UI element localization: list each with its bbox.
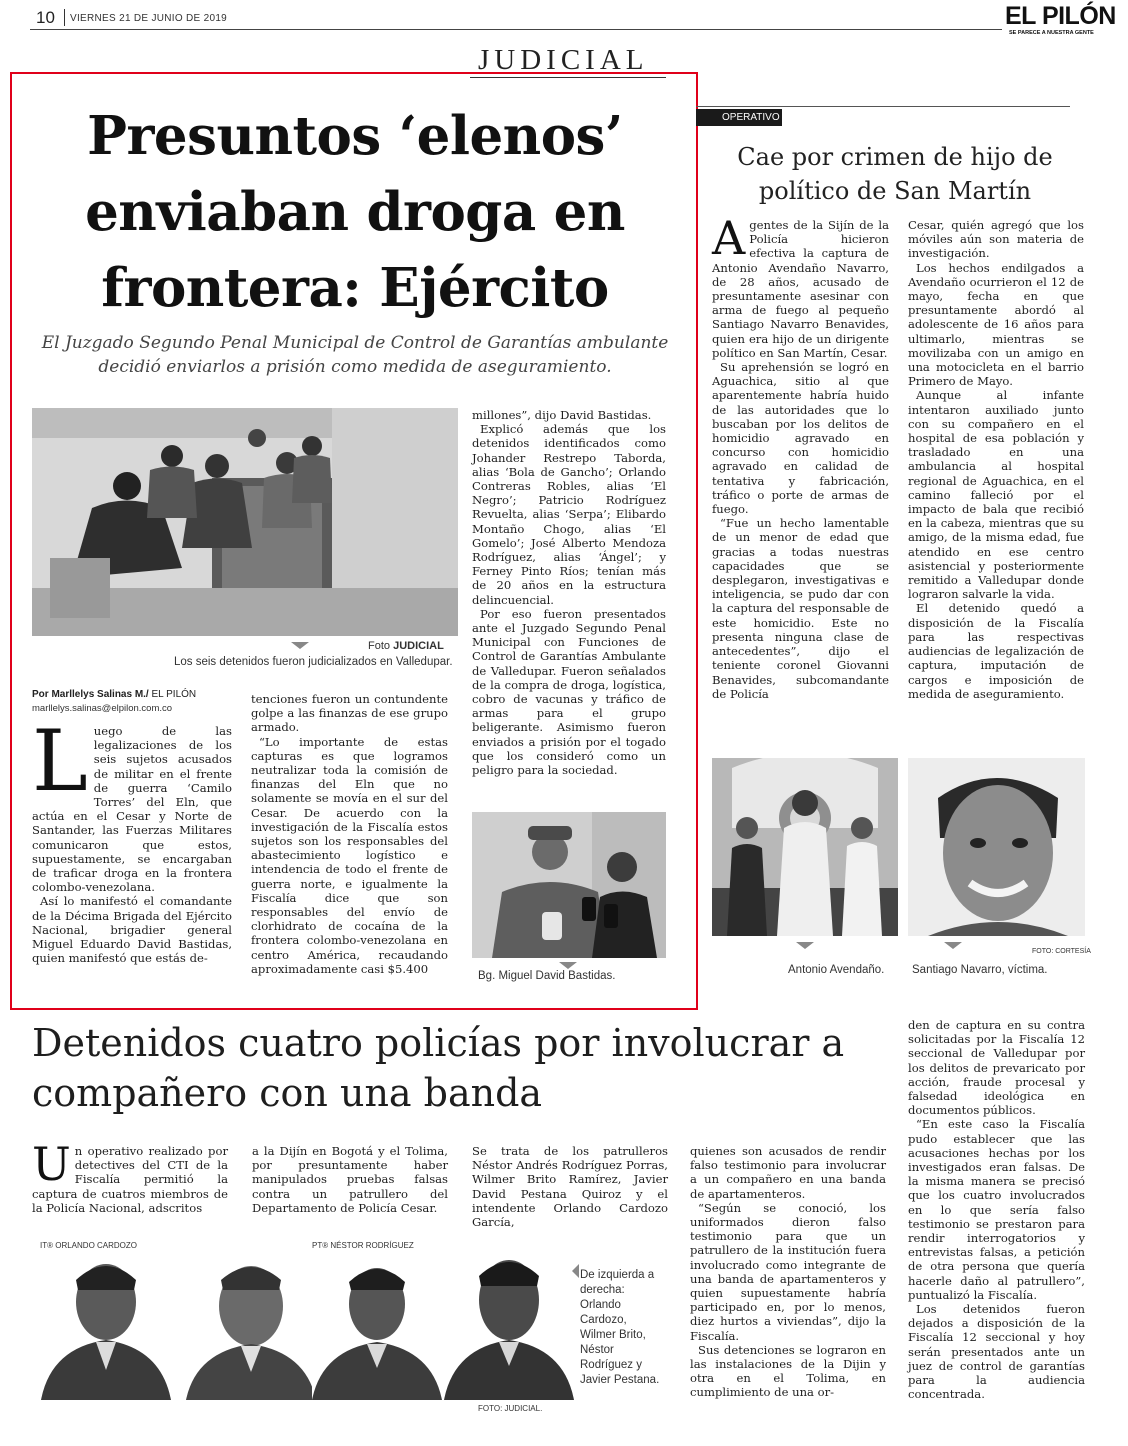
victim-caption: Santiago Navarro, víctima. — [912, 964, 1048, 976]
main-col3-p3: Por eso fueron presentados ante el Juzgado Segundo Penal Municipal con Funciones de Control de Garantías Ambulante de Valledupar. Fueron señalados de la compra de droga, logística, cobro de vacunas y tráfico de armas para el grupo beligerante. Asimismo fueron enviados a prisión por el togado que los consideró como un peligro para la sociedad. — [472, 606, 666, 778]
side-headline: Cae por crimen de hijo de político de San Martín — [737, 143, 1053, 205]
side-column-2 — [908, 218, 1084, 701]
suspect-caption: Antonio Avendaño. — [788, 964, 885, 976]
bottom-column-1 — [32, 1137, 228, 1215]
bottom-col2-p1: a la Dijín en Bogotá y el Tolima, por presuntamente haber manipulados pruebas falsas contra un patrullero del Departamento de Policía Cesar. — [252, 1144, 448, 1215]
dropcap-l: L — [32, 712, 88, 810]
bottom-column-2 — [252, 1144, 448, 1215]
main-col2-p2: “Lo importante de estas capturas es que logramos neutralizar toda la comisión de finanzas del Eln que no solamente se movía en el sur del Cesar. De acuerdo con la investigación de la Fiscalía estos sujetos son los responsables del abastecimiento logístico e intendencia de todo el frente de guerra norte, e igualmente la Fiscalía dice que son responsables del envío de clorhidrato de cocaína de la frontera colombo-venezolana en centro América, recaudando aproximadamente casi $5.400 — [251, 734, 448, 976]
byline-name: Por Marllelys Salinas M./ — [32, 689, 149, 700]
detainees-photo — [32, 408, 458, 636]
side-photo-credit: FOTO: CORTESÍA — [1032, 948, 1091, 955]
portrait-cardozo — [36, 1240, 176, 1400]
bottom-col5-p3: Los detenidos fueron dejados a disposición de la Fiscalía 12 seccional y hoy serán presentados ante un juez de control de garantías para la audiencia concentrada. — [908, 1302, 1085, 1402]
main-col3-p2: Explicó además que los detenidos identificados como Johander Restrepo Taborda, alias ‘Bola de Gancho’; Orlando Contreras Robles, alias ‘El Negro’; Patricio Rodríguez Revuelta, alias ‘Serpa’; Elibardo Montaño Chogo, alias ‘El Gomelo’; José Alberto Mendoza Rodríguez, alias ‘Ángel’; y Ferney Pinto Ríos; tenían más de 20 años en la estructura delincuencial. — [472, 422, 666, 607]
general-photo — [472, 812, 666, 958]
bottom-col5-p1: den de captura en su contra solicitadas por la Fiscalía 12 seccional de Valledupar por los delitos de prevaricato por acción, fraude procesal y falsedad ideológica en documentos públicos. — [908, 1018, 1085, 1118]
caption-pointer — [796, 942, 814, 949]
bottom-col4-p2: “Según se conoció, los uniformados dieron falso testimonio para que un patrullero de la institución fuera involucrado como integrante de una banda de apartamenteros y quien supuestamente habría participado en, por lo menos, diez hurtos a viviendas”, dijo la Fiscalía. — [690, 1200, 886, 1343]
main-column-2 — [251, 692, 448, 976]
bottom-col4-p3: Sus detenciones se lograron en las instalaciones de la Dijin y otra en el Tolima, en cumplimiento de una or- — [690, 1342, 886, 1400]
byline-outlet: EL PILÓN — [148, 689, 197, 700]
main-subhead: El Juzgado Segundo Penal Municipal de Control de Garantías ambulante decidió enviarlos a prisión como medida de aseguramiento. — [41, 333, 669, 377]
byline-email: marllelys.salinas@elpilon.com.co — [32, 703, 173, 714]
caption-pointer — [559, 962, 577, 969]
side-col2-p2: Los hechos endilgados a Avendaño ocurrieron el 12 de mayo, fecha en que presuntamente abordó al adolescente de 16 años para ultimarlo, mientras se movilizaba con un amigo en una motocicleta en el barrio Primero de Mayo. — [908, 260, 1084, 389]
side-col2-p4: El detenido quedó a disposición de la Fiscalía para las respectivas audiencias de legalización de captura, imputación de cargos e imposición de medida de aseguramiento. — [908, 601, 1084, 701]
main-col1-lead: uego de las legalizaciones de los seis sujetos acusados de militar en el frente de guerra ‘Camilo Torres’ del Eln, que actúa en el Cesar y Norte de Santander, las Fuerzas Militares comunicaron que estos, supuestamente, se encargaban de traficar droga en la frontera colombo-venezolana. — [32, 724, 232, 895]
side-top-rule — [696, 106, 1070, 107]
main-col2-p1: tenciones fueron un contundente golpe a las finanzas de ese grupo armado. — [251, 692, 448, 735]
portrait-brito — [186, 1248, 316, 1400]
section-title: JUDICIAL — [478, 44, 649, 76]
bottom-col3-p1: Se trata de los patrulleros Néstor Andrés Rodríguez Porras, Wilmer Brito Ramírez, Javier David Pestana Quiroz y el intendente Orlando Cardozo García, — [472, 1144, 668, 1230]
bottom-column-4 — [690, 1144, 886, 1400]
photo-caption: Los seis detenidos fueron judicializados en Valledupar. — [174, 656, 453, 668]
bottom-headline: Detenidos cuatro policías por involucrar a compañero con una banda — [32, 1021, 845, 1115]
portrait-label-cardozo: IT® ORLANDO CARDOZO — [40, 1241, 138, 1250]
bottom-col5-p2: “En este caso la Fiscalía pudo establecer que las acusaciones hechas por los investigados eran falsas. De la misma manera se precisó que los cuatro involucrados en lo que sería falso testimonio se prestaron para rendir interrogatorios y entrevistas falsas, a petición de otra persona que quería hacerle daño al patrullero”, puntualizó la Fiscalía. — [908, 1117, 1085, 1302]
section-kicker: OPERATIVO — [696, 109, 782, 126]
bottom-column-3 — [472, 1144, 668, 1229]
portrait-pestana — [444, 1240, 574, 1400]
dropcap-a: A — [712, 211, 746, 265]
header-separator — [64, 9, 65, 26]
photo-credit — [368, 640, 444, 652]
page-number: 10 — [36, 8, 55, 27]
suspect-photo — [712, 758, 898, 936]
side-col2-p3: Aunque al infante intentaron auxiliado junto con su compañero en el hospital de esa población y trasladado en una ambulancia al hospital regional de Aguachica, en el camino falleció por el impacto de bala que recibió en la cabeza, mientras que su amigo, de la misma edad, fue atendido en ese centro asistencial y posteriormente remitido a Valledupar donde lograron salvarle la vida. — [908, 388, 1084, 602]
main-col1-p2: Así lo manifestó el comandante de la Décima Brigada del Ejército Nacional, brigadier general Miguel Eduardo David Bastidas, quien manifestó que estás de- — [32, 894, 232, 966]
portraits-credit: FOTO: JUDICIAL. — [478, 1404, 543, 1413]
bottom-column-5 — [908, 1018, 1085, 1401]
newspaper-logo: EL PILÓN — [1005, 2, 1116, 30]
main-headline: Presuntos ‘elenos’ enviaban droga en frontera: Ejército — [85, 105, 625, 319]
photo-credit-prefix: Foto — [368, 640, 394, 652]
general-photo-caption: Bg. Miguel David Bastidas. — [478, 970, 616, 982]
caption-pointer — [291, 642, 309, 649]
dropcap-u: U — [32, 1137, 71, 1191]
byline — [32, 689, 196, 700]
main-column-3 — [472, 408, 666, 777]
side-col1-p3: “Fue un hecho lamentable de un menor de edad que gracias a todas nuestras capacidades que se desplegaron, investigativas e inteligencia, se pudo dar con la captura del responsable de este homicidio. Este no presenta ninguna clase de antecedentes”, dijo el teniente coronel Giovanni Benavides, subcomandante de Policía — [712, 516, 889, 701]
caption-pointer-left — [572, 1264, 579, 1278]
victim-photo — [908, 758, 1085, 936]
portraits-caption: De izquierda a derecha: Orlando Cardozo, Wilmer Brito, Néstor Rodríguez y Javier Pestana. — [580, 1269, 660, 1386]
photo-credit-source: JUDICIAL — [393, 640, 444, 652]
caption-pointer — [944, 942, 962, 949]
logo-tagline: SE PARECE A NUESTRA GENTE — [1009, 30, 1094, 36]
issue-date: VIERNES 21 DE JUNIO DE 2019 — [70, 13, 228, 24]
header-rule — [30, 29, 1002, 30]
side-col1-p2: Su aprehensión se logró en Aguachica, sitio al que aparentemente habría huido de las autoridades que lo buscaban por los delitos de homicidio agravado en concurso con homicidio agravado en calidad de tentativa y fabricación, tráfico o porte de armas de fuego. — [712, 360, 889, 517]
portrait-rodriguez — [312, 1240, 442, 1400]
main-column-1 — [32, 712, 232, 966]
side-col2-p1: Cesar, quién agregó que los móviles aún son materia de investigación. — [908, 218, 1084, 261]
side-column-1 — [712, 211, 889, 701]
bottom-col4-p1: quienes son acusados de rendir falso testimonio para involucrar a un compañero en una banda de apartamenteros. — [690, 1144, 886, 1201]
portrait-label-rodriguez: PT® NÉSTOR RODRÍGUEZ — [312, 1241, 414, 1250]
bottom-col1-lead: n operativo realizado por detectives del CTI de la Fiscalía permitió la captura de cuatros miembros de la Policía Nacional, adscritos — [32, 1144, 228, 1215]
side-col1-lead: gentes de la Sijín de la Policía hicieron efectiva la captura de Antonio Avendaño Navarro, de 28 años, acusado de presuntamente asesinar con arma de fuego al pequeño Santiago Navarro Benavides, quien era hijo de un dirigente político en San Martín, Cesar. — [712, 218, 889, 360]
main-col3-p1: millones”, dijo David Bastidas. — [472, 408, 652, 422]
